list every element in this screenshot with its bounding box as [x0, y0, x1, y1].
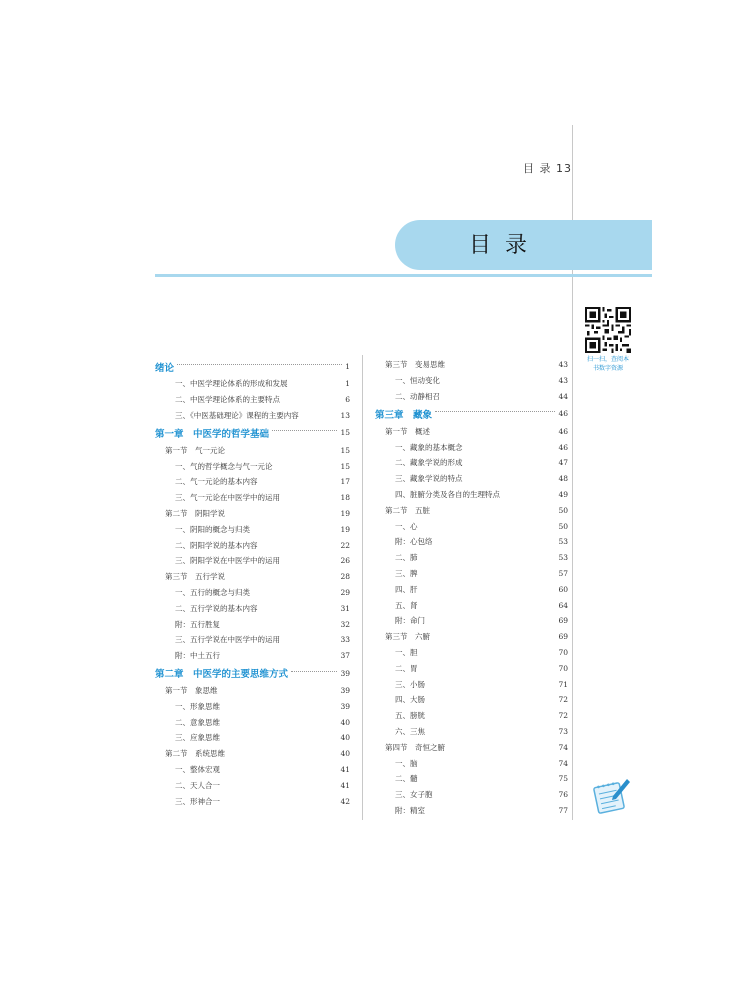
toc-item-label: 附：命门 — [395, 616, 425, 626]
toc-item-label: 五、膀胱 — [395, 711, 425, 721]
toc-page-number: 6 — [345, 395, 350, 405]
toc-page-number: 73 — [558, 726, 568, 736]
toc-item[interactable] — [155, 600, 350, 616]
toc-page-number: 43 — [558, 376, 568, 386]
toc-item-label: 二、阴阳学说的基本内容 — [175, 540, 258, 550]
toc-section-label: 第三节 变易思维 — [385, 360, 445, 370]
toc-page-number: 40 — [340, 733, 350, 743]
toc-item[interactable] — [375, 597, 568, 613]
toc-page-number: 64 — [558, 600, 568, 610]
toc-item[interactable] — [375, 455, 568, 471]
toc-page-number: 19 — [340, 508, 350, 518]
toc-page-number: 46 — [558, 426, 568, 436]
qr-caption — [578, 355, 638, 373]
toc-item[interactable] — [375, 566, 568, 582]
toc-item-label: 三、藏象学说的特点 — [395, 474, 463, 484]
toc-page-number: 43 — [558, 360, 568, 370]
toc-page-number: 40 — [340, 717, 350, 727]
toc-item[interactable] — [375, 373, 568, 389]
toc-item[interactable] — [155, 553, 350, 569]
toc-item-label: 二、天人合一 — [175, 780, 220, 790]
toc-item-label: 五、肾 — [395, 600, 418, 610]
toc-item[interactable] — [375, 660, 568, 676]
toc-page-number: 39 — [340, 668, 350, 678]
toc-item[interactable] — [155, 376, 350, 392]
toc-item-label: 三、形神合一 — [175, 796, 220, 806]
toc-item[interactable] — [375, 724, 568, 740]
toc-item[interactable] — [155, 616, 350, 632]
toc-page-number: 53 — [558, 537, 568, 547]
toc-item-label: 一、五行的概念与归类 — [175, 587, 250, 597]
toc-item-label: 四、脏腑分类及各自的生理特点 — [395, 489, 500, 499]
toc-page-number: 15 — [340, 461, 350, 471]
toc-item[interactable] — [155, 762, 350, 778]
toc-item[interactable] — [375, 581, 568, 597]
title-underline — [155, 274, 652, 277]
toc-section-label: 第二节 系统思维 — [165, 749, 225, 759]
toc-chapter-label: 绪论 — [155, 362, 175, 374]
toc-page-number: 33 — [340, 635, 350, 645]
toc-section[interactable] — [375, 739, 568, 755]
toc-chapter-label: 第三章 藏象 — [375, 409, 433, 421]
toc-left-column — [155, 357, 350, 809]
toc-section[interactable] — [375, 423, 568, 439]
toc-page-number: 1 — [345, 379, 350, 389]
toc-page-number: 37 — [340, 651, 350, 661]
toc-item[interactable] — [155, 730, 350, 746]
toc-page-number: 76 — [558, 790, 568, 800]
toc-item-label: 四、肝 — [395, 584, 418, 594]
toc-item-label: 三、《中医基础理论》课程的主要内容 — [175, 410, 299, 420]
toc-page-number: 69 — [558, 632, 568, 642]
toc-item-label: 一、恒动变化 — [395, 376, 440, 386]
toc-page-number: 41 — [340, 764, 350, 774]
toc-right-column — [375, 357, 568, 818]
toc-item-label: 附：心包络 — [395, 537, 433, 547]
toc-section-label: 第二节 五脏 — [385, 505, 430, 515]
toc-item[interactable] — [375, 755, 568, 771]
toc-item[interactable] — [155, 698, 350, 714]
toc-page-number: 77 — [558, 805, 568, 815]
toc-item-label: 三、应象思维 — [175, 733, 220, 743]
toc-page-number: 72 — [558, 695, 568, 705]
toc-item-label: 一、胆 — [395, 647, 418, 657]
qr-caption-line-1: 扫一扫，查阅本 — [586, 356, 629, 363]
toc-page-number: 17 — [340, 477, 350, 487]
toc-item-label: 一、心 — [395, 521, 418, 531]
running-header: 目 录 13 — [523, 162, 572, 175]
toc-section-label: 第三节 五行学说 — [165, 572, 225, 582]
toc-item-label: 一、整体宏观 — [175, 764, 220, 774]
toc-page-number: 60 — [558, 584, 568, 594]
toc-page-number: 39 — [340, 701, 350, 711]
toc-page-number: 70 — [558, 663, 568, 673]
toc-page-number: 74 — [558, 742, 568, 752]
toc-item[interactable] — [375, 787, 568, 803]
toc-page-number: 75 — [558, 774, 568, 784]
toc-item-label: 一、阴阳的概念与归类 — [175, 524, 250, 534]
toc-section[interactable] — [155, 442, 350, 458]
toc-item-label: 六、三焦 — [395, 726, 425, 736]
toc-page-number: 74 — [558, 758, 568, 768]
toc-item[interactable] — [375, 550, 568, 566]
toc-item-label: 二、中医学理论体系的主要特点 — [175, 395, 280, 405]
toc-page-number: 71 — [558, 679, 568, 689]
toc-item[interactable] — [375, 471, 568, 487]
toc-item[interactable] — [155, 408, 350, 424]
toc-page-number: 41 — [340, 780, 350, 790]
toc-item[interactable] — [375, 389, 568, 405]
toc-item-label: 一、脑 — [395, 758, 418, 768]
toc-item-label: 三、阴阳学说在中医学中的运用 — [175, 556, 280, 566]
toc-page-number: 22 — [340, 540, 350, 550]
toc-page-number: 40 — [340, 749, 350, 759]
toc-section-label: 第三节 六腑 — [385, 632, 430, 642]
qr-caption-line-2: 书数字资源 — [592, 365, 623, 372]
toc-page-number: 32 — [340, 619, 350, 629]
toc-item[interactable] — [375, 534, 568, 550]
toc-section[interactable] — [375, 629, 568, 645]
toc-page-number: 69 — [558, 616, 568, 626]
toc-item[interactable] — [375, 518, 568, 534]
toc-section-label: 第二节 阴阳学说 — [165, 508, 225, 518]
toc-page-number: 44 — [558, 391, 568, 401]
toc-item[interactable] — [155, 490, 350, 506]
toc-page-number: 53 — [558, 553, 568, 563]
toc-item[interactable] — [375, 771, 568, 787]
toc-page-number: 28 — [340, 572, 350, 582]
toc-chapter[interactable] — [155, 357, 350, 376]
toc-page-number: 46 — [558, 442, 568, 452]
toc-page-number: 26 — [340, 556, 350, 566]
toc-item[interactable] — [375, 708, 568, 724]
toc-item-label: 三、小肠 — [395, 679, 425, 689]
toc-item-label: 三、脾 — [395, 568, 418, 578]
toc-section-label: 第一节 气一元论 — [165, 445, 225, 455]
toc-page-number: 50 — [558, 521, 568, 531]
toc-leader-dots — [435, 411, 555, 412]
toc-page-number: 18 — [340, 493, 350, 503]
toc-item[interactable] — [155, 714, 350, 730]
page-title: 目录 — [468, 233, 541, 258]
toc-page-number: 72 — [558, 711, 568, 721]
toc-section-label: 第四节 奇恒之腑 — [385, 742, 445, 752]
toc-item[interactable] — [155, 392, 350, 408]
toc-leader-dots — [272, 430, 337, 431]
toc-item-label: 附：中土五行 — [175, 651, 220, 661]
toc-item[interactable] — [375, 692, 568, 708]
toc-page-number: 29 — [340, 587, 350, 597]
toc-section[interactable] — [155, 683, 350, 699]
toc-page-number: 15 — [340, 428, 350, 438]
toc-page-number: 70 — [558, 647, 568, 657]
toc-section[interactable] — [155, 506, 350, 522]
toc-item-label: 四、大肠 — [395, 695, 425, 705]
toc-item-label: 三、气一元论在中医学中的运用 — [175, 493, 280, 503]
toc-leader-dots — [291, 671, 337, 672]
toc-item-label: 附：五行胜复 — [175, 619, 220, 629]
toc-item[interactable] — [155, 793, 350, 809]
toc-item[interactable] — [375, 803, 568, 819]
toc-item[interactable] — [155, 777, 350, 793]
toc-page-number: 15 — [340, 445, 350, 455]
toc-item-label: 一、气的哲学概念与气一元论 — [175, 461, 273, 471]
notebook-pen-icon — [592, 775, 632, 815]
toc-item-label: 三、五行学说在中医学中的运用 — [175, 635, 280, 645]
toc-item-label: 二、藏象学说的形成 — [395, 458, 463, 468]
toc-item-label: 附：精室 — [395, 805, 425, 815]
toc-item-label: 二、动静相召 — [395, 391, 440, 401]
toc-section[interactable] — [375, 502, 568, 518]
toc-page-number: 42 — [340, 796, 350, 806]
toc-page-number: 19 — [340, 524, 350, 534]
toc-item[interactable] — [155, 521, 350, 537]
toc-section-label: 第一节 象思维 — [165, 685, 218, 695]
toc-page-number: 57 — [558, 568, 568, 578]
qr-code-icon[interactable] — [585, 307, 631, 353]
toc-page-number: 49 — [558, 489, 568, 499]
toc-item-label: 二、五行学说的基本内容 — [175, 603, 258, 613]
toc-item[interactable] — [375, 487, 568, 503]
toc-page-number: 46 — [558, 409, 568, 419]
toc-chapter-label: 第二章 中医学的主要思维方式 — [155, 669, 289, 681]
toc-item[interactable] — [155, 537, 350, 553]
toc-section[interactable] — [155, 569, 350, 585]
toc-item-label: 二、胃 — [395, 663, 418, 673]
toc-page-number: 1 — [345, 362, 350, 371]
toc-item[interactable] — [155, 648, 350, 664]
toc-item-label: 二、髓 — [395, 774, 418, 784]
toc-leader-dots — [177, 364, 342, 365]
toc-item[interactable] — [375, 676, 568, 692]
toc-item[interactable] — [375, 645, 568, 661]
toc-item[interactable] — [155, 585, 350, 601]
toc-item-label: 一、中医学理论体系的形成和发展 — [175, 379, 288, 389]
toc-item-label: 一、藏象的基本概念 — [395, 442, 463, 452]
toc-item-label: 二、肺 — [395, 553, 418, 563]
toc-chapter[interactable] — [155, 423, 350, 442]
toc-page-number: 47 — [558, 458, 568, 468]
toc-section[interactable] — [375, 357, 568, 373]
toc-section-label: 第一节 概述 — [385, 426, 430, 436]
toc-chapter[interactable] — [375, 404, 568, 423]
toc-page-number: 31 — [340, 603, 350, 613]
toc-item[interactable] — [155, 458, 350, 474]
toc-chapter[interactable] — [155, 664, 350, 683]
toc-item-label: 一、形象思维 — [175, 701, 220, 711]
toc-item-label: 二、气一元论的基本内容 — [175, 477, 258, 487]
toc-section[interactable] — [155, 746, 350, 762]
toc-item[interactable] — [155, 474, 350, 490]
toc-item[interactable] — [155, 632, 350, 648]
toc-page-number: 48 — [558, 474, 568, 484]
toc-item-label: 二、意象思维 — [175, 717, 220, 727]
toc-page-number: 50 — [558, 505, 568, 515]
toc-page-number: 39 — [340, 685, 350, 695]
column-divider — [362, 355, 363, 820]
toc-page-number: 13 — [340, 410, 350, 420]
toc-chapter-label: 第一章 中医学的哲学基础 — [155, 428, 270, 440]
toc-item-label: 三、女子胞 — [395, 790, 433, 800]
toc-item[interactable] — [375, 439, 568, 455]
toc-item[interactable] — [375, 613, 568, 629]
